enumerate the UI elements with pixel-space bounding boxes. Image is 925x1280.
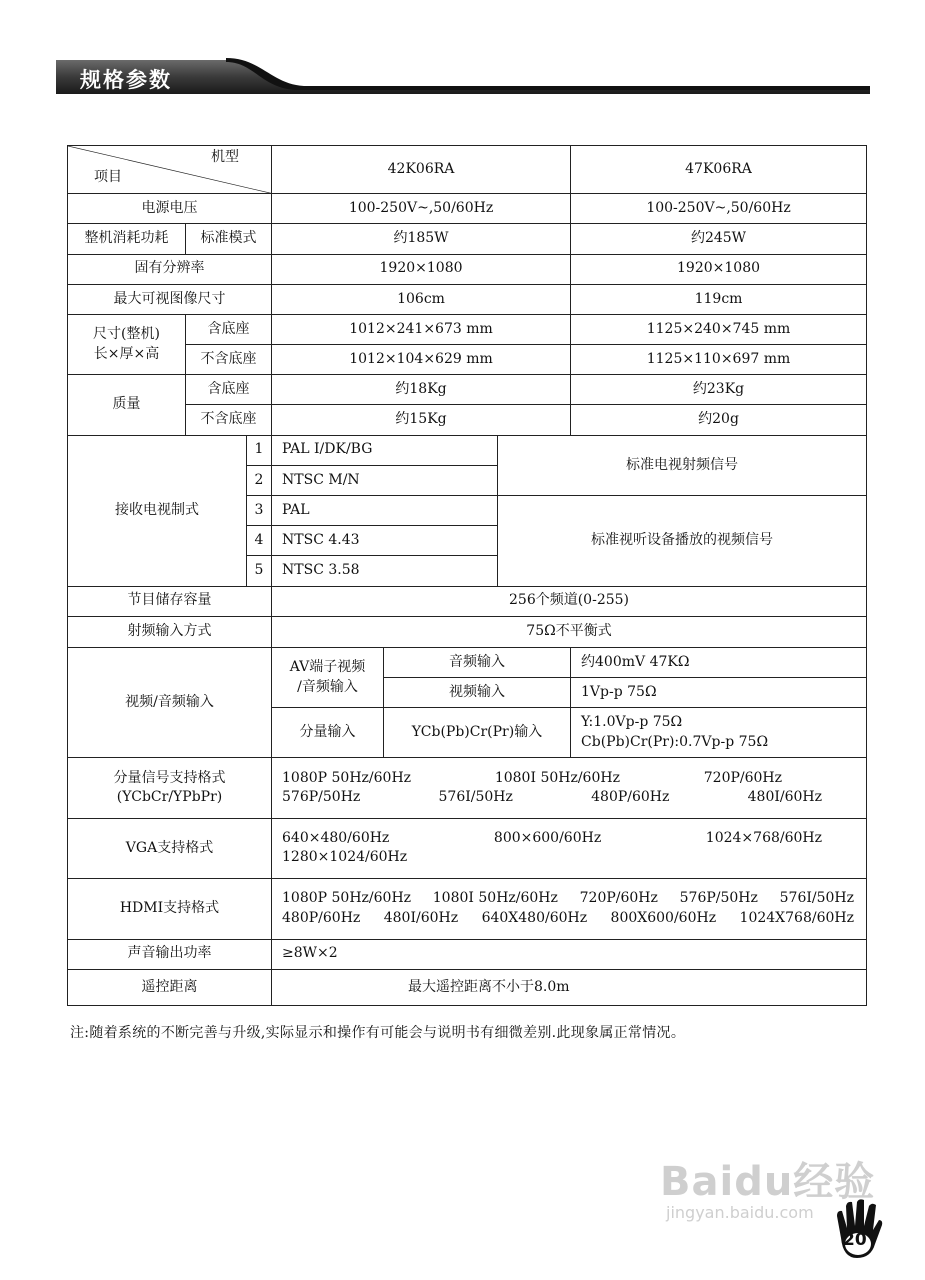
rf-input-label: 射频输入方式: [68, 616, 272, 647]
dimensions-label-line2: 长×厚×高: [93, 345, 160, 362]
audio-input-label: 音频输入: [384, 647, 571, 677]
video-input-value: 1Vp-p 75Ω: [571, 678, 867, 708]
dimensions-without-47: 1125×110×697 mm: [571, 345, 867, 375]
component-value-y: Y:1.0Vp-p 75Ω: [581, 714, 683, 731]
format-item: 480P/60Hz: [591, 789, 670, 806]
max-image-47: 119cm: [571, 284, 867, 314]
power-supply-42: 100-250V~,50/60Hz: [272, 194, 571, 224]
format-item: 720P/60Hz: [703, 769, 783, 786]
dimensions-without-42: 1012×104×629 mm: [272, 345, 571, 375]
dimensions-with-stand-label: 含底座: [186, 314, 272, 344]
section-title: 规格参数: [80, 68, 172, 92]
weight-with-stand-label: 含底座: [186, 375, 272, 405]
audio-input-value: 约400mV 47KΩ: [571, 647, 867, 677]
format-item: 480P/60Hz: [282, 909, 361, 926]
component-formats-label-line2: (YCbCr/YPbPr): [116, 789, 223, 806]
tv-system-name: NTSC 4.43: [272, 526, 498, 556]
format-item: 800X600/60Hz: [610, 909, 717, 926]
format-item: 1024X768/60Hz: [739, 909, 854, 926]
spec-table: [67, 145, 867, 1006]
format-item: 1080I 50Hz/60Hz: [494, 769, 620, 786]
corner-item-label: 项目: [94, 168, 122, 185]
remote-distance-value: 最大遥控距离不小于8.0m: [272, 969, 867, 1005]
consumption-47: 约245W: [571, 224, 867, 254]
program-storage-value: 256个频道(0-255): [272, 586, 867, 616]
tv-system-name: PAL: [272, 495, 498, 525]
weight-with-42: 约18Kg: [272, 375, 571, 405]
tv-system-name: NTSC 3.58: [272, 556, 498, 586]
weight-without-47: 约20g: [571, 405, 867, 435]
section-header-bar: [56, 58, 870, 94]
format-item: 1080P 50Hz/60Hz: [282, 890, 412, 907]
format-item: 480I/60Hz: [747, 789, 822, 806]
component-formats-label-line1: 分量信号支持格式: [113, 769, 226, 786]
component-formats-list: [272, 758, 867, 818]
format-item: 1280×1024/60Hz: [282, 849, 408, 866]
format-item: 576I/50Hz: [438, 789, 513, 806]
tv-system-name: NTSC M/N: [272, 465, 498, 495]
format-item: 1024×768/60Hz: [705, 829, 822, 846]
remote-distance-label: 遥控距离: [68, 969, 272, 1005]
weight-with-47: 约23Kg: [571, 375, 867, 405]
component-value-cbcr: Cb(Pb)Cr(Pr):0.7Vp-p 75Ω: [581, 733, 769, 750]
component-formats-label: [68, 758, 272, 818]
tv-system-num: 5: [247, 556, 272, 586]
consumption-42: 约185W: [272, 224, 571, 254]
vga-formats-label: VGA支持格式: [68, 818, 272, 878]
av-terminal-line2: /音频输入: [297, 678, 358, 695]
tv-system-num: 4: [247, 526, 272, 556]
consumption-label: 整机消耗功耗: [68, 224, 186, 254]
dimensions-label-line1: 尺寸(整机): [93, 326, 160, 343]
consumption-mode: 标准模式: [186, 224, 272, 254]
dimensions-label: [68, 314, 186, 374]
format-item: 1080P 50Hz/60Hz: [282, 769, 412, 786]
watermark-url: jingyan.baidu.com: [666, 1203, 814, 1222]
power-supply-47: 100-250V~,50/60Hz: [571, 194, 867, 224]
corner-model-label: 机型: [211, 149, 240, 165]
footnote: 注:随着系统的不断完善与升级,实际显示和操作有可能会与说明书有细微差别.此现象属正常情况。: [70, 1025, 686, 1041]
program-storage-label: 节目储存容量: [68, 586, 272, 616]
rf-input-value: 75Ω不平衡式: [272, 616, 867, 647]
power-supply-label: 电源电压: [68, 194, 272, 224]
max-image-label: 最大可视图像尺寸: [68, 284, 272, 314]
format-item: 480I/60Hz: [383, 909, 459, 926]
dimensions-with-47: 1125×240×745 mm: [571, 314, 867, 344]
weight-without-stand-label: 不含底座: [186, 405, 272, 435]
format-item: 576P/50Hz: [679, 890, 758, 907]
tv-system-num: 2: [247, 465, 272, 495]
format-item: 576P/50Hz: [282, 789, 361, 806]
format-item: 1080I 50Hz/60Hz: [432, 890, 558, 907]
format-item: 720P/60Hz: [579, 890, 658, 907]
model-42-header: 42K06RA: [272, 146, 571, 194]
av-terminal-line1: AV端子视频: [289, 658, 366, 675]
format-item: 640×480/60Hz: [282, 829, 390, 846]
format-item: 640X480/60Hz: [481, 909, 588, 926]
component-input-values: [571, 708, 867, 758]
component-input-label: 分量输入: [272, 708, 384, 758]
weight-without-42: 约15Kg: [272, 405, 571, 435]
audio-output-label: 声音输出功率: [68, 939, 272, 969]
hdmi-formats-label: HDMI支持格式: [68, 879, 272, 939]
vga-formats-list: [272, 818, 867, 878]
tv-system-num: 3: [247, 495, 272, 525]
resolution-label: 固有分辨率: [68, 254, 272, 284]
format-item: 576I/50Hz: [779, 890, 854, 907]
page-number: 20: [843, 1230, 867, 1250]
max-image-42: 106cm: [272, 284, 571, 314]
tv-system-rf-note: 标准电视射频信号: [498, 435, 867, 495]
tv-system-label: 接收电视制式: [68, 435, 247, 586]
av-input-label: 视频/音频输入: [68, 647, 272, 758]
header-corner-cell: [68, 146, 272, 194]
ycbcr-input-label: YCb(Pb)Cr(Pr)输入: [384, 708, 571, 758]
resolution-47: 1920×1080: [571, 254, 867, 284]
tv-system-name: PAL I/DK/BG: [272, 435, 498, 465]
model-47-header: 47K06RA: [571, 146, 867, 194]
audio-output-value: ≥8W×2: [272, 939, 867, 969]
hdmi-formats-list: [272, 879, 867, 939]
watermark-logo-text: Baidu经验: [660, 1159, 876, 1205]
dimensions-without-stand-label: 不含底座: [186, 345, 272, 375]
format-item: 800×600/60Hz: [493, 829, 602, 846]
tv-system-num: 1: [247, 435, 272, 465]
resolution-42: 1920×1080: [272, 254, 571, 284]
av-terminal-label: [272, 647, 384, 707]
dimensions-with-42: 1012×241×673 mm: [272, 314, 571, 344]
tv-system-av-note: 标准视听设备播放的视频信号: [498, 495, 867, 586]
video-input-label: 视频输入: [384, 678, 571, 708]
weight-label: 质量: [68, 375, 186, 435]
